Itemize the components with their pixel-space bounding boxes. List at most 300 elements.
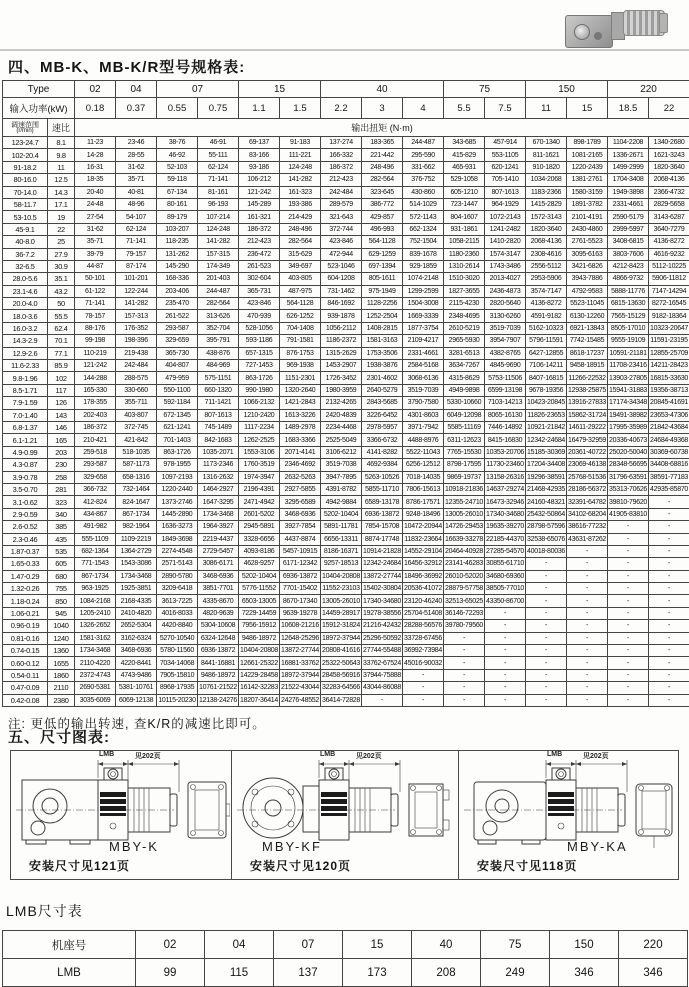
speed-range-cell: 8.5-1.71 [3,384,48,396]
ratio-cell: 680 [48,570,75,582]
torque-cell: 2366-4732 [649,186,689,198]
torque-cell: 404-807 [157,360,198,372]
torque-cell: 660-1320 [198,384,239,396]
torque-cell: 44-87 [75,260,116,272]
torque-cell: 7956-15912 [239,620,280,632]
torque-cell: 10921-21842 [526,421,567,433]
torque-cell: 20845-41691 [649,397,689,409]
torque-cell: - [526,632,567,644]
torque-cell: 17204-34408 [526,459,567,471]
torque-cell: 248-496 [362,161,403,173]
torque-cell: - [649,570,689,582]
torque-cell: 910-1820 [526,161,567,173]
torque-cell: - [608,595,649,607]
speed-range-header-cell [3,119,48,137]
torque-cell: 48-96 [116,198,157,210]
spec-row [3,694,689,706]
speed-range-cell: 53-10.5 [3,211,48,223]
spec-row [3,310,689,322]
torque-cell: 1104-2208 [608,137,649,149]
torque-cell: 2632-5263 [280,471,321,483]
product-photo [551,2,667,49]
torque-cell: - [485,607,526,619]
photo-bolt [594,32,602,40]
torque-cell: 1980-3959 [321,384,362,396]
spec-row [3,434,689,446]
torque-cell: 4093-8186 [239,545,280,557]
torque-cell: 198-396 [116,335,157,347]
torque-cell: 39-79 [75,248,116,260]
torque-cell: 672-1345 [157,409,198,421]
torque-cell: 38591-77183 [649,471,689,483]
torque-cell: 46-91 [198,137,239,149]
ratio-cell: 146 [48,421,75,433]
torque-cell: - [649,508,689,520]
torque-cell: - [649,620,689,632]
torque-cell: 26010-52020 [444,570,485,582]
torque-cell: 1381-2761 [567,174,608,186]
torque-cell: 1974-3947 [239,471,280,483]
power-value-cell: 3 [362,98,403,119]
speed-range-cell: 23.1-4.6 [3,285,48,297]
torque-cell: 93-186 [239,161,280,173]
torque-cell: 5202-10404 [239,570,280,582]
torque-cell: 1445-2890 [157,508,198,520]
speed-range-cell: 32-6.5 [3,260,48,272]
frame-size-cell: 220 [608,81,689,98]
torque-cell: 11708-23416 [608,360,649,372]
torque-cell: 343-685 [444,137,485,149]
ratio-cell: 117 [48,384,75,396]
torque-cell: 6256-12512 [403,459,444,471]
torque-cell: 403-807 [116,409,157,421]
ratio-cell: 143 [48,409,75,421]
frame-number-cell: 04 [205,931,274,959]
torque-cell: 248-496 [280,223,321,235]
speed-range-cell: 3.5-0.70 [3,483,48,495]
torque-cell: 572-1143 [403,211,444,223]
torque-cell: 376-752 [403,174,444,186]
torque-cell: 2331-4661 [608,198,649,210]
torque-cell: 67-134 [157,186,198,198]
torque-cell: 564-1128 [362,236,403,248]
torque-cell: - [608,620,649,632]
torque-cell: 14611-29222 [567,421,608,433]
torque-cell: 7034-14068 [157,657,198,669]
torque-cell: 1415-2829 [526,198,567,210]
torque-cell: 6069-12138 [116,694,157,706]
lmb-value-cell: 249 [481,959,550,987]
torque-cell: 221-442 [362,149,403,161]
torque-cell: 2953-5906 [526,273,567,285]
torque-cell: 2301-4602 [362,372,403,384]
torque-cell: 166-332 [321,149,362,161]
ratio-cell: 323 [48,496,75,508]
torque-cell: 121-242 [239,186,280,198]
spec-row [3,384,689,396]
torque-cell: 811-1621 [526,149,567,161]
frame-size-cell: 02 [75,81,116,98]
power-value-cell: 5.5 [444,98,485,119]
spec-row [3,570,689,582]
speed-range-cell: 11.6-2.33 [3,360,48,372]
torque-cell: 24-48 [75,198,116,210]
power-value-cell: 1.5 [280,98,321,119]
torque-cell: 2168-4335 [116,595,157,607]
torque-cell: - [403,682,444,694]
dim-label-page202: 见202页 [583,753,609,760]
torque-cell: 15185-30369 [526,446,567,458]
torque-cell: 201-403 [198,273,239,285]
torque-cell: 1489-2978 [280,421,321,433]
torque-cell: 587-1173 [116,459,157,471]
frame-number-cell: 150 [550,931,619,959]
ratio-cell: 43.2 [48,285,75,297]
torque-cell: 3295-6589 [280,496,321,508]
spec-row [3,446,689,458]
spec-row [3,508,689,520]
torque-cell: 14459-28917 [321,607,362,619]
torque-cell: 11832-23664 [403,533,444,545]
torque-cell: 103-207 [157,223,198,235]
torque-cell: 8272-16545 [649,298,689,310]
frame-size-cell: 15 [239,81,321,98]
torque-cell: 3790-7580 [403,397,444,409]
torque-cell: 1504-3008 [403,298,444,310]
torque-cell: 145-289 [239,198,280,210]
torque-cell: 19278-38556 [362,607,403,619]
torque-cell: 484-969 [198,360,239,372]
torque-cell: 3519-7039 [403,384,444,396]
spec-header-power-row [3,98,689,119]
torque-cell: 261-522 [157,310,198,322]
torque-cell: 23069-46138 [567,459,608,471]
torque-cell: 28798-57596 [526,521,567,533]
torque-cell: 4016-8033 [157,607,198,619]
spec-row [3,223,689,235]
torque-cell: 1636-3273 [157,521,198,533]
ratio-cell: 70.1 [48,335,75,347]
torque-cell: 2274-4548 [157,545,198,557]
speed-range-cell: 3.1-0.62 [3,496,48,508]
torque-cell: 2890-5780 [157,570,198,582]
torque-cell: 16639-33278 [444,533,485,545]
torque-cell: - [608,669,649,681]
torque-cell: 523-1046 [321,260,362,272]
torque-cell: 2571-5143 [157,558,198,570]
torque-cell: 43350-86700 [485,595,526,607]
torque-cell: 4136-8272 [649,236,689,248]
torque-cell: 1572-3143 [526,211,567,223]
torque-cell: 2068-4136 [649,174,689,186]
torque-cell: 259-518 [75,446,116,458]
torque-cell: - [649,583,689,595]
torque-cell: 3468-6936 [280,508,321,520]
torque-cell: 697-1394 [362,260,403,272]
torque-cell: 620-1241 [485,161,526,173]
torque-cell: 355-711 [116,397,157,409]
torque-cell: 7106-14211 [526,360,567,372]
spec-row [3,137,689,149]
torque-cell: 38505-77010 [485,583,526,595]
spec-row [3,521,689,533]
frame-number-cell: 75 [481,931,550,959]
torque-cell: 11826-23653 [526,409,567,421]
torque-cell: 1316-2632 [198,471,239,483]
speed-range-cell: 6.8-1.37 [3,421,48,433]
frame-number-cell: 15 [343,931,412,959]
torque-cell: - [608,570,649,582]
torque-cell: 1310-2614 [444,260,485,272]
torque-cell: 1066-2132 [239,397,280,409]
torque-cell: 8968-17935 [157,682,198,694]
torque-cell: 43631-87262 [567,533,608,545]
torque-cell: 429-857 [362,211,403,223]
type-header-cell: Type [3,81,75,98]
torque-cell: 4942-9884 [321,496,362,508]
torque-cell: - [649,595,689,607]
speed-range-cell: 1.65-0.33 [3,558,48,570]
torque-cell: 470-939 [239,310,280,322]
torque-cell: 3947-7895 [321,471,362,483]
torque-cell: 186-372 [239,223,280,235]
torque-cell: 2196-4391 [239,483,280,495]
torque-cell: 4866-9732 [608,273,649,285]
torque-cell: 33762-67524 [362,657,403,669]
torque-cell: 261-523 [239,260,280,272]
torque-cell: 165-330 [75,384,116,396]
torque-cell: 1453-2907 [321,360,362,372]
torque-cell: 13005-26010 [321,595,362,607]
torque-cell: 4301-8603 [403,409,444,421]
ratio-cell: 62.4 [48,322,75,334]
torque-cell: 479-959 [157,372,198,384]
torque-cell: - [567,607,608,619]
torque-cell: 11266-22532 [567,372,608,384]
torque-cell: 670-1340 [526,137,567,149]
power-value-cell: 4 [403,98,444,119]
torque-cell: 3328-6656 [239,533,280,545]
torque-cell: 771-1543 [75,558,116,570]
spec-row [3,161,689,173]
model-label-mby-k: MBY-K [109,839,159,854]
spec-row [3,682,689,694]
torque-cell: 34680-69360 [485,570,526,582]
torque-cell: 9555-19109 [608,335,649,347]
torque-cell: 2219-4437 [198,533,239,545]
torque-cell: - [485,694,526,706]
torque-cell: 421-842 [116,434,157,446]
torque-cell: 2115-4230 [444,298,485,310]
ratio-cell: 27.9 [48,248,75,260]
torque-cell: - [649,657,689,669]
torque-cell: 604-1208 [321,273,362,285]
torque-cell: - [485,632,526,644]
torque-cell: - [526,669,567,681]
torque-cell: 1499-2999 [608,161,649,173]
torque-cell: 969-1938 [280,360,321,372]
ratio-cell: 17.1 [48,198,75,210]
torque-cell: 863-1726 [239,372,280,384]
torque-cell: 2410-4820 [116,607,157,619]
speed-range-cell: 0.81-0.16 [3,632,48,644]
torque-cell: 122-244 [116,285,157,297]
torque-cell: 621-1241 [157,421,198,433]
torque-cell: 14-28 [75,149,116,161]
torque-cell: 2071-4141 [280,446,321,458]
torque-cell: 412-824 [75,496,116,508]
torque-cell: 867-1734 [75,570,116,582]
torque-cell: 23120-46240 [403,595,444,607]
torque-cell: 2843-5685 [362,397,403,409]
torque-cell: 4220-8441 [116,657,157,669]
spec-row [3,533,689,545]
torque-cell: 518-1035 [116,446,157,458]
torque-cell: 487-975 [280,285,321,297]
torque-cell: 4743-9486 [116,669,157,681]
ratio-cell: 1240 [48,632,75,644]
torque-cell: 2430-4860 [567,223,608,235]
torque-cell: 4391-8782 [321,483,362,495]
torque-cell: 16456-32912 [403,558,444,570]
torque-cell: 6130-12260 [567,310,608,322]
spec-row [3,149,689,161]
ratio-cell: 19 [48,211,75,223]
speed-range-cell: 1.32-0.26 [3,583,48,595]
torque-cell: 727-1453 [239,360,280,372]
torque-cell: 295-590 [403,149,444,161]
torque-cell: 24160-48321 [526,496,567,508]
torque-cell: 302-604 [239,273,280,285]
ratio-cell: 8.1 [48,137,75,149]
speed-range-cell: 7.0-1.40 [3,409,48,421]
torque-cell: 18-35 [75,174,116,186]
torque-cell: 403-805 [280,273,321,285]
torque-cell: 1205-2410 [75,607,116,619]
speed-range-cell: 102-20.4 [3,149,48,161]
torque-cell: 212-423 [239,236,280,248]
ratio-cell: 50 [48,298,75,310]
speed-range-cell: 0.47-0.09 [3,682,48,694]
torque-cell: 2584-5168 [403,360,444,372]
torque-cell: 1097-2193 [157,471,198,483]
torque-cell: 161-323 [280,186,321,198]
ratio-cell: 850 [48,595,75,607]
ratio-cell: 30.9 [48,260,75,272]
torque-cell: - [649,607,689,619]
torque-cell: 3954-7907 [485,335,526,347]
spec-row [3,669,689,681]
torque-cell: 804-1607 [444,211,485,223]
torque-cell: 3143-6287 [649,211,689,223]
torque-cell: 1220-2440 [157,483,198,495]
torque-cell: 846-1692 [321,298,362,310]
torque-cell: 1581-3163 [362,335,403,347]
torque-cell: - [444,694,485,706]
torque-cell: 1704-3408 [608,174,649,186]
torque-cell: 605-1210 [444,186,485,198]
torque-cell: 963-1925 [75,583,116,595]
torque-cell: 863-1726 [157,446,198,458]
speed-range-cell: 0.54-0.11 [3,669,48,681]
spec-row [3,174,689,186]
torque-cell: 4136-8272 [526,298,567,310]
torque-cell: 3209-6418 [157,583,198,595]
speed-range-cell: 2.9-0.59 [3,508,48,520]
torque-cell: 315-629 [280,248,321,260]
speed-range-cell: 12.9-2.6 [3,347,48,359]
torque-cell: 528-1056 [239,322,280,334]
torque-cell: 1373-2746 [157,496,198,508]
torque-cell: 124-248 [198,223,239,235]
torque-cell: 161-321 [239,211,280,223]
torque-cell: 157-315 [198,248,239,260]
torque-cell: 10323-20647 [649,322,689,334]
torque-cell: 564-1128 [280,298,321,310]
torque-cell: 6921-13843 [567,322,608,334]
torque-cell: 593-1186 [239,335,280,347]
torque-cell: 939-1878 [321,310,362,322]
torque-cell: 1647-3295 [198,496,239,508]
power-value-cell: 0.55 [157,98,198,119]
torque-cell: 1849-3698 [157,533,198,545]
spec-row [3,558,689,570]
torque-cell: - [485,669,526,681]
torque-cell: 1081-2165 [567,149,608,161]
torque-cell: 3803-7606 [608,248,649,260]
spec-row [3,657,689,669]
torque-cell: 1220-2439 [567,161,608,173]
speed-range-cell: 2.3-0.46 [3,533,48,545]
torque-cell: 11-23 [75,137,116,149]
torque-cell: - [567,558,608,570]
torque-cell: 365-731 [239,285,280,297]
torque-cell: 982-1964 [116,521,157,533]
torque-cell: - [526,694,567,706]
torque-cell: 4212-8423 [608,260,649,272]
torque-cell: 3519-7038 [321,459,362,471]
torque-cell: 10914-21828 [362,545,403,557]
torque-cell: 2601-5202 [239,508,280,520]
torque-cell: 1364-2729 [116,545,157,557]
power-value-cell: 7.5 [485,98,526,119]
torque-cell: 805-1611 [362,273,403,285]
torque-cell: 20464-40928 [444,545,485,557]
torque-cell: 288-575 [116,372,157,384]
torque-cell: 23-46 [116,137,157,149]
torque-cell: 110-219 [75,347,116,359]
torque-cell: 1580-3159 [567,186,608,198]
torque-cell: 14211-28423 [649,360,689,372]
torque-cell: 7565-15129 [608,310,649,322]
torque-cell: 18972-37944 [321,632,362,644]
torque-cell: 282-564 [362,174,403,186]
torque-cell: 4845-9690 [485,360,526,372]
torque-cell: 235-470 [157,298,198,310]
torque-cell: 34102-68204 [567,508,608,520]
torque-cell: - [567,657,608,669]
torque-cell: - [608,682,649,694]
torque-cell: 553-1105 [485,149,526,161]
torque-cell: 372-744 [321,223,362,235]
torque-cell: 4792-9583 [567,285,608,297]
model-label-mby-ka: MBY-KA [567,839,628,854]
torque-cell: 12355-24710 [444,496,485,508]
torque-cell: 2690-5381 [75,682,116,694]
spec-header-unit-row [3,119,689,137]
torque-cell: 19491-38982 [608,409,649,421]
torque-cell: 8618-17237 [567,347,608,359]
